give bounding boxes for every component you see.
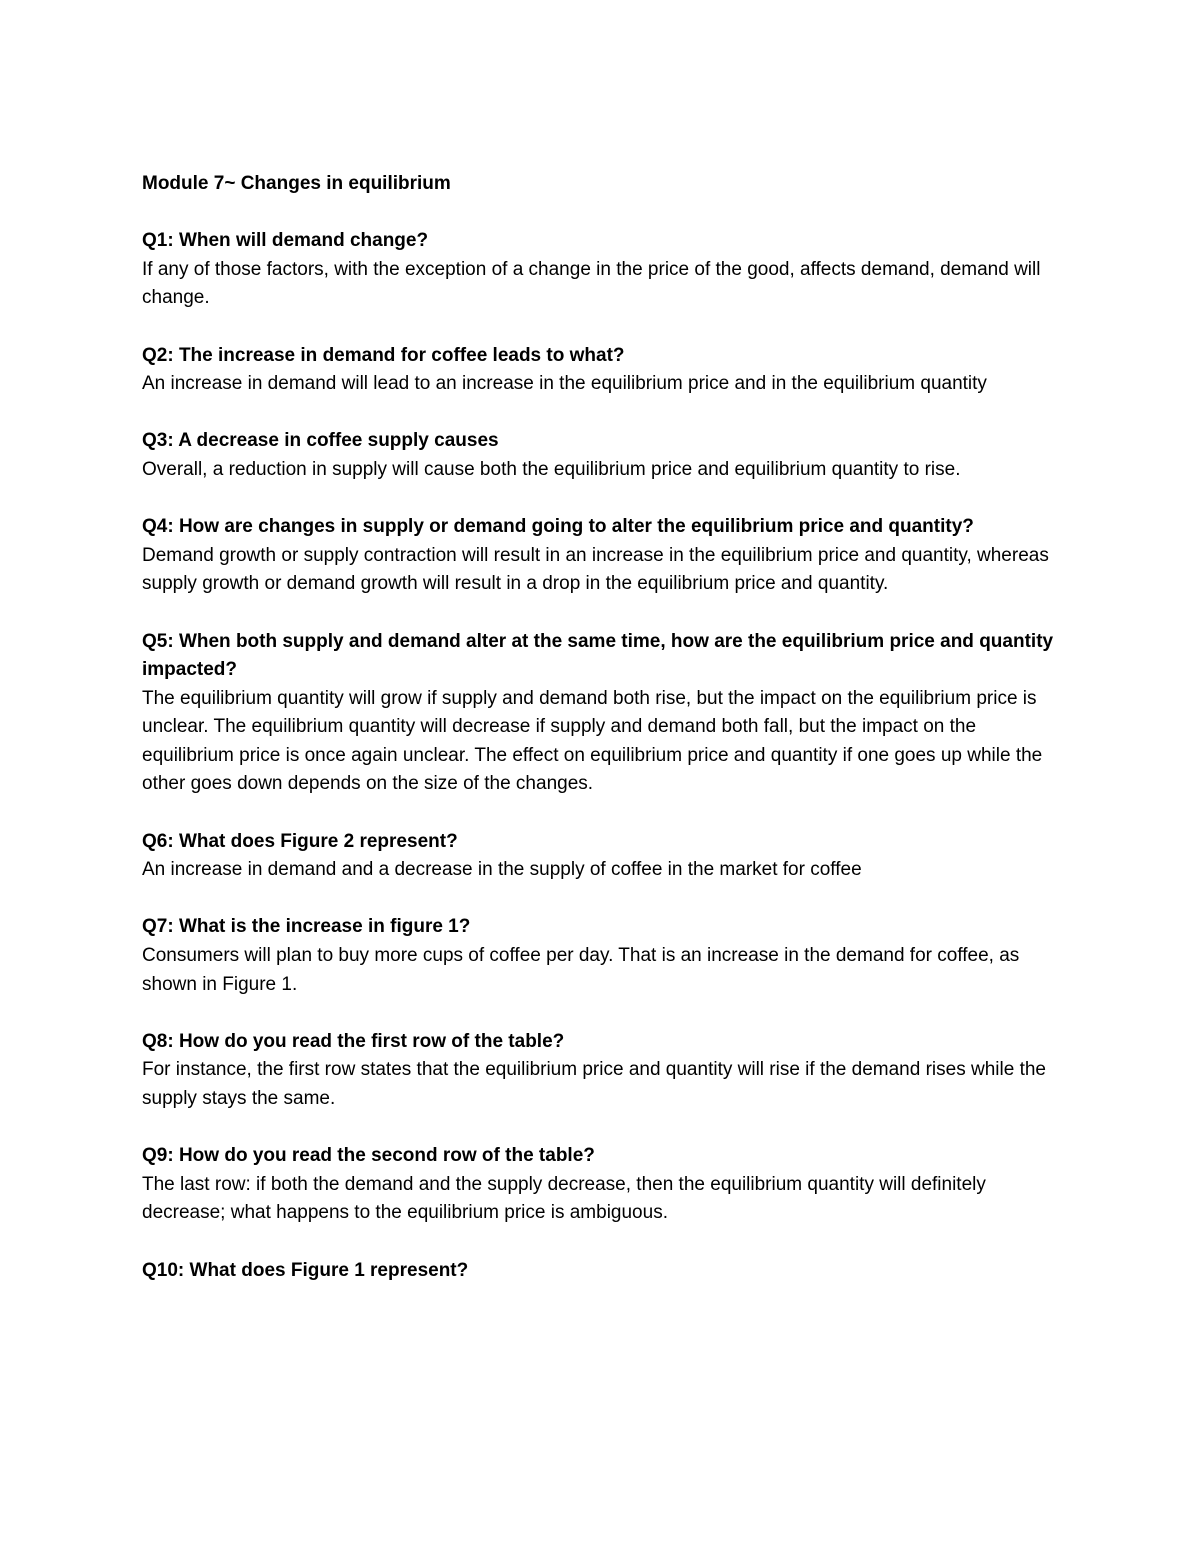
- question-5: Q5: When both supply and demand alter at the same time, how are the equilibrium price and quantity impacted?: [142, 630, 1054, 681]
- answer-1: If any of those factors, with the exception of a change in the price of the good, affects demand, demand will change.: [142, 258, 1041, 309]
- qa-item-7: [142, 913, 1062, 999]
- question-7: Q7: What is the increase in figure 1?: [142, 916, 471, 938]
- question-10: Q10: What does Figure 1 represent?: [142, 1259, 469, 1281]
- question-3: Q3: A decrease in coffee supply causes: [142, 430, 499, 452]
- question-9: Q9: How do you read the second row of the table?: [142, 1145, 595, 1167]
- answer-2: An increase in demand will lead to an increase in the equilibrium price and in the equilibrium quantity: [142, 373, 987, 395]
- question-1: Q1: When will demand change?: [142, 230, 429, 252]
- question-4: Q4: How are changes in supply or demand going to alter the equilibrium price and quantity?: [142, 516, 974, 538]
- qa-item-3: [142, 427, 1062, 484]
- qa-item-6: [142, 828, 1062, 885]
- question-6: Q6: What does Figure 2 represent?: [142, 830, 458, 852]
- answer-5: The equilibrium quantity will grow if supply and demand both rise, but the impact on the equilibrium price is unclear. The equilibrium quantity will decrease if supply and demand both fall, but the impact on the equilibrium price is once again unclear. The effect on equilibrium price and quantity if one goes up while the other goes down depends on the size of the changes.: [142, 687, 1043, 795]
- document-page: [142, 170, 1062, 1314]
- answer-4: Demand growth or supply contraction will result in an increase in the equilibrium price and quantity, whereas supply growth or demand growth will result in a drop in the equilibrium price and quantity.: [142, 544, 1049, 595]
- answer-9: The last row: if both the demand and the supply decrease, then the equilibrium quantity will definitely decrease; what happens to the equilibrium price is ambiguous.: [142, 1173, 986, 1224]
- qa-item-4: [142, 513, 1062, 599]
- answer-6: An increase in demand and a decrease in the supply of coffee in the market for coffee: [142, 859, 862, 881]
- qa-item-2: [142, 342, 1062, 399]
- question-2: Q2: The increase in demand for coffee leads to what?: [142, 344, 625, 366]
- answer-7: Consumers will plan to buy more cups of coffee per day. That is an increase in the demand for coffee, as shown in Figure 1.: [142, 945, 1020, 995]
- qa-item-8: [142, 1028, 1062, 1114]
- document-title: Module 7~ Changes in equilibrium: [142, 173, 451, 194]
- qa-item-1: [142, 227, 1062, 313]
- qa-item-5: [142, 628, 1062, 800]
- answer-3: Overall, a reduction in supply will cause both the equilibrium price and equilibrium quantity to rise.: [142, 458, 961, 480]
- answer-8: For instance, the first row states that the equilibrium price and quantity will rise if the demand rises while the supply stays the same.: [142, 1059, 1046, 1109]
- qa-item-10: [142, 1257, 1062, 1286]
- question-8: Q8: How do you read the first row of the table?: [142, 1030, 565, 1052]
- qa-item-9: [142, 1142, 1062, 1228]
